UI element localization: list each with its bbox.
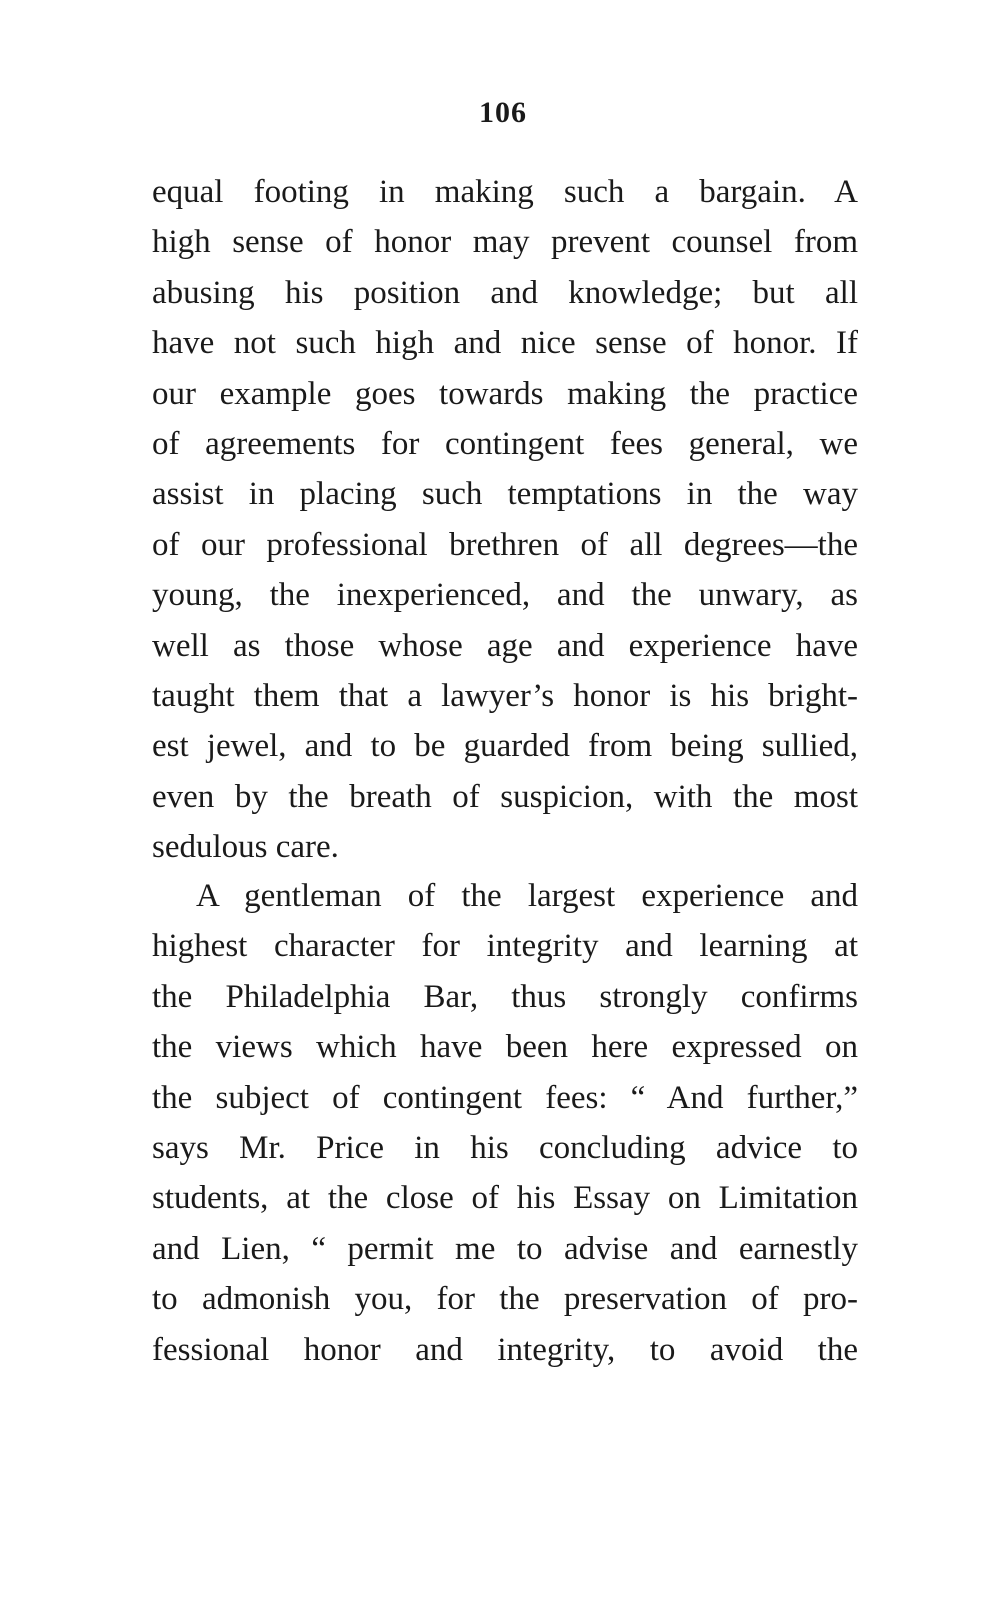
text-line: high sense of honor may prevent counsel from xyxy=(152,224,858,261)
page-number: 106 xyxy=(479,96,527,129)
text-line: of agreements for contingent fees general, we xyxy=(152,425,858,462)
text-line: abusing his position and knowledge; but all xyxy=(152,274,858,311)
text-line: fessional honor and integrity, to avoid the xyxy=(152,1331,858,1368)
text-line: our example goes towards making the practice xyxy=(152,375,858,412)
text-line: well as those whose age and experience have xyxy=(152,627,858,664)
text-line: the subject of contingent fees: “ And further,” xyxy=(152,1079,858,1116)
text-line: est jewel, and to be guarded from being sullied, xyxy=(152,728,858,765)
text-line: highest character for integrity and learning at xyxy=(152,928,858,965)
text-line: have not such high and nice sense of honor. If xyxy=(152,325,858,362)
text-line: A gentleman of the largest experience and xyxy=(196,878,858,914)
text-line: to admonish you, for the preservation of pro- xyxy=(152,1281,858,1318)
text-line: sedulous care. xyxy=(152,829,339,866)
text-line: even by the breath of suspicion, with the most xyxy=(152,778,858,815)
text-line: assist in placing such temptations in the way xyxy=(152,476,858,513)
text-line: taught them that a lawyer’s honor is his bright- xyxy=(152,677,858,714)
text-line: students, at the close of his Essay on Limitation xyxy=(152,1180,858,1217)
text-line: and Lien, “ permit me to advise and earnestly xyxy=(152,1230,858,1267)
text-line: the Philadelphia Bar, thus strongly confirms xyxy=(152,978,858,1015)
text-line: of our professional brethren of all degrees—the xyxy=(152,526,858,563)
text-line: equal footing in making such a bargain. A xyxy=(152,174,858,210)
paragraph-2 xyxy=(152,871,858,1375)
text-line: says Mr. Price in his concluding advice to xyxy=(152,1129,858,1166)
text-line: the views which have been here expressed on xyxy=(152,1029,858,1066)
text-line: young, the inexperienced, and the unwary, as xyxy=(152,577,858,614)
paragraph-1 xyxy=(152,167,858,872)
